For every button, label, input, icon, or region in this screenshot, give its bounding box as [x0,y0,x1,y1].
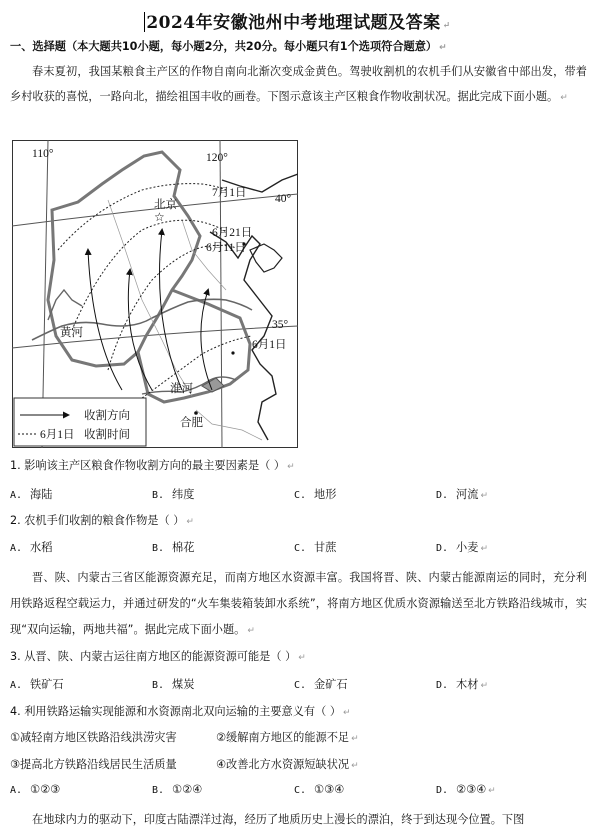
date-label-june-21: 6月21日 [212,227,253,239]
title-text: 2024年安徽池州中考地理试题及答案 [146,13,441,33]
q4-statement-3: ③提高北方铁路沿线居民生活质量 [10,758,177,771]
q4-option-c[interactable]: C. ①③④ [294,783,345,796]
date-label-june-1: 6月1日 [252,339,287,351]
q3-option-b[interactable]: B. 煤炭 [152,678,195,691]
q1-option-b[interactable]: B. 纬度 [152,488,195,501]
paragraph-mark-icon: ↵ [480,491,488,501]
paragraph-mark-icon: ↵ [287,462,295,472]
question-4-stem: 4. 利用铁路运输实现能源和水资源南北双向运输的主要意义有（ ） ↵ [10,705,351,718]
q4-option-a[interactable]: A. ①②③ [10,783,61,796]
lat-label-40: 40° [275,193,292,205]
q3-option-c[interactable]: C. 金矿石 [294,678,348,691]
question-3-stem: 3. 从晋、陕、内蒙古运往南方地区的能源资源可能是（ ） ↵ [10,650,306,663]
q1-option-c[interactable]: C. 地形 [294,488,337,501]
date-label-june-11: 6月11日 [206,242,246,254]
q1-option-d[interactable]: D. 河流 ↵ [436,488,488,501]
date-label-july-1: 7月1日 [212,187,247,199]
passage-1 [10,60,587,110]
q4-statement-4: ④改善北方水资源短缺状况 ↵ [216,758,359,771]
hefei-dot [194,411,198,415]
question-2-stem: 2. 农机手们收割的粮食作物是（ ） ↵ [10,514,194,527]
map-legend [14,398,146,446]
q3-option-d[interactable]: D. 木材 ↵ [436,678,488,691]
capital-star-icon: ☆ [154,210,165,224]
paragraph-mark-icon: ↵ [186,517,194,527]
river-label-yellow: 黄河 [60,327,83,339]
q2-option-a[interactable]: A. 水稻 [10,541,53,554]
q2-option-b[interactable]: B. 棉花 [152,541,195,554]
paragraph-mark-icon: ↵ [351,761,359,771]
q3-option-a[interactable]: A. 铁矿石 [10,678,64,691]
section-heading-text: 一、选择题（本大题共10小题，每小题2分，共20分。每小题只有1个选项符合题意） [10,40,438,53]
paragraph-mark-icon: ↵ [439,43,447,53]
legend-line-sample: 6月1日 [40,429,75,441]
city-label-hefei: 合肥 [180,417,203,429]
paragraph-mark-icon: ↵ [480,544,488,554]
q1-option-a[interactable]: A. 海陆 [10,488,53,501]
lat-label-35: 35° [272,319,289,331]
q4-statement-1: ①减轻南方地区铁路沿线洪涝灾害 [10,731,177,744]
q2-option-c[interactable]: C. 甘蔗 [294,541,337,554]
paragraph-mark-icon: ↵ [480,681,488,691]
question-1-stem: 1. 影响该主产区粮食作物收割方向的最主要因素是（ ） ↵ [10,459,295,472]
harvest-map [12,140,298,448]
lon-label-120: 120° [206,152,228,164]
passage-2-text: 晋、陕、内蒙古三省区能源资源充足，而南方地区水资源丰富。我国将晋、陕、内蒙古能源南运的同时，充分利用铁路返程空载运力，并通过研发的“火车集装箱装卸水系统”，将南方地区优质水资源输送至北方铁路沿线城市，实现“双向运输，两地共福”。据此完成下面小题。 [10,571,587,636]
paragraph-mark-icon: ↵ [442,21,451,31]
legend-line-text: 收割时间 [84,429,130,441]
river-label-huai: 淮河 [170,383,193,395]
city-label-beijing: 北京 [154,199,177,211]
q2-option-d[interactable]: D. 小麦 ↵ [436,541,488,554]
passage-2 [10,565,587,644]
passage-3-text: 在地球内力的驱动下，印度古陆漂洋过海，经历了地质历史上漫长的漂泊，终于到达现今位置。下图 [32,813,525,826]
lon-label-110: 110° [32,148,54,160]
paragraph-mark-icon: ↵ [298,653,306,663]
paragraph-mark-icon: ↵ [488,786,496,796]
q4-option-b[interactable]: B. ①②④ [152,783,203,796]
paragraph-mark-icon: ↵ [560,92,568,103]
paragraph-mark-icon: ↵ [247,626,255,636]
city-dot [231,351,234,354]
paragraph-mark-icon: ↵ [343,708,351,718]
q4-statement-2: ②缓解南方地区的能源不足 ↵ [216,731,359,744]
legend-arrow-text: 收割方向 [84,410,130,422]
page-title [0,8,595,33]
passage-1-text: 春末夏初，我国某粮食主产区的作物自南向北渐次变成金黄色。驾驶收割机的农机手们从安徽省中部出发，带着乡村收获的喜悦，一路向北，描绘祖国丰收的画卷。下图示意该主产区粮食作物收割状况。据此完成下面小题。 [10,65,587,103]
paragraph-mark-icon: ↵ [351,734,359,744]
q4-option-d[interactable]: D. ②③④ ↵ [436,783,496,796]
passage-3 [10,808,587,833]
section-heading [10,38,447,54]
